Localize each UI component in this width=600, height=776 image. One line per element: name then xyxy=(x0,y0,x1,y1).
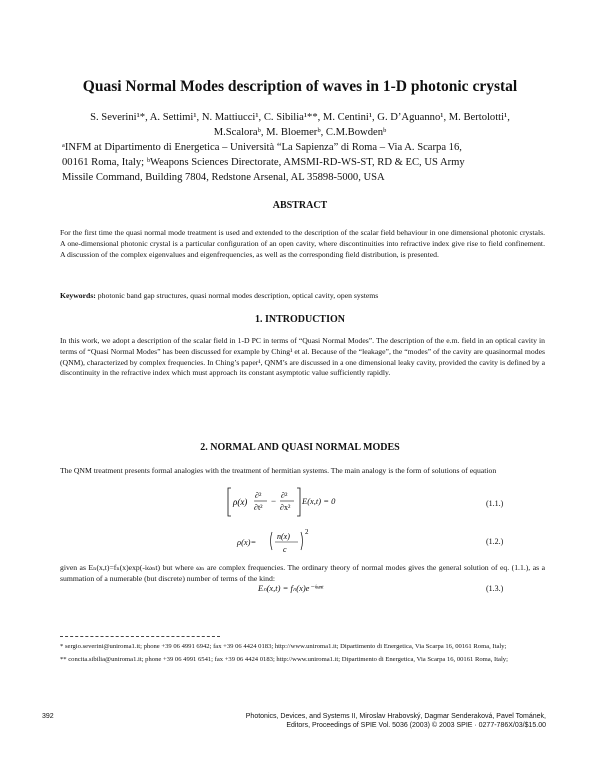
affiliation-line-3: Missile Command, Building 7804, Redstone Arsenal, AL 35898-5000, USA xyxy=(62,172,385,183)
keywords-label: Keywords: xyxy=(60,291,96,300)
svg-text:∂²: ∂² xyxy=(255,491,262,500)
authors-line-1: S. Severini¹*, A. Settimi¹, N. Mattiucci¹, C. Sibilia¹**, M. Centini¹, G. D’Aguanno¹, M. Bertolotti¹, xyxy=(90,112,510,123)
equation-1-1-rhs: E(x,t) = 0 xyxy=(302,496,336,506)
equation-1-3-number: (1.3.) xyxy=(486,584,504,593)
affiliation-line-2: 00161 Roma, Italy; ᵇWeapons Sciences Directorate, AMSMI-RD-WS-ST, RD & EC, US Army xyxy=(62,157,465,168)
section-2-continuation: given as Eₙ(x,t)=fₙ(x)exp(-iωₙt) but where ωₙ are complex frequencies. The ordinary theory of normal modes gives the general solution of eq. (1.1.), as a summation of a numerable (but discrete) number of terms of the kind: xyxy=(60,563,545,583)
footnote-rule xyxy=(60,636,220,637)
keywords xyxy=(60,291,545,302)
footnotes xyxy=(60,642,545,667)
svg-text:∂t²: ∂t² xyxy=(254,503,263,512)
author-list xyxy=(48,110,552,140)
equation-1-1 xyxy=(225,484,375,520)
equation-1-2-fraction xyxy=(268,524,318,560)
affiliations xyxy=(62,140,552,185)
authors-line-2: M.Scaloraᵇ, M. Bloemerᵇ, C.M.Bowdenᵇ xyxy=(213,127,387,138)
svg-text:−: − xyxy=(271,496,277,506)
svg-text:∂²: ∂² xyxy=(281,491,288,500)
equation-1-2-lhs: ρ(x)= xyxy=(237,537,257,547)
abstract-text: For the first time the quasi normal mode treatment is used and extended to the description of the scalar field behaviour in one dimensional photonic crystals. A one-dimensional photonic crystal is a particular configuration of an open cavity, where discontinuities into refractive index give rise to field confinement. A discussion of the complex eigenvalues and eigenfrequencies, as well as the corresponding field distribution, is presented. xyxy=(60,228,545,259)
proceedings-footer xyxy=(200,712,546,730)
section-2-text: The QNM treatment presents formal analogies with the treatment of hermitian systems. The main analogy is the form of solutions of equation xyxy=(60,466,497,475)
svg-text:2: 2 xyxy=(305,528,309,536)
svg-text:c: c xyxy=(283,545,287,554)
footnote-2: ** concita.sibilia@uniroma1.it; phone +39 06 4991 6541; fax +39 06 4424 0183; http://www.uniroma1.it; Dipartimento di Energetica, Via Scarpa 16, 00161 Roma, Italy; xyxy=(60,655,508,663)
equation-1-1-math xyxy=(225,484,375,520)
footnote-1: * sergio.severini@uniroma1.it; phone +39 06 4991 6942; fax +39 06 4424 0183; http://www.uniroma1.it; Dipartimento di Energetica, Via Scarpa 16, 00161 Roma, Italy; xyxy=(60,643,507,650)
section-2-heading: 2. NORMAL AND QUASI NORMAL MODES xyxy=(200,442,400,453)
paper-title: Quasi Normal Modes description of waves in 1-D photonic crystal xyxy=(82,78,518,95)
svg-text:∂x²: ∂x² xyxy=(280,503,291,512)
abstract-heading: ABSTRACT xyxy=(272,200,328,211)
equation-1-1-number: (1.1.) xyxy=(486,499,504,508)
section-1-text: In this work, we adopt a description of the scalar field in 1-D PC in terms of “Quasi Normal Modes”. The description of the e.m. field in an optical cavity in terms of “Quasi Normal Modes” has been discussed for example by Ching¹ et al. Because of the “leakage”, the “modes” of the cavity are quasinormal modes (QNM), characterized by complex frequencies. In Ching’s paper¹, QNM’s are discussed in a one dimensional leaky cavity, provided the cavity is defined by a discontinuity in the refractive index which must approach its constant asymptotic value sufficiently rapidly. xyxy=(60,336,545,378)
proceedings-footer-line-1: Photonics, Devices, and Systems II, Miroslav Hrabovský, Dagmar Senderaková, Pavel Tománek, xyxy=(245,713,546,720)
equation-1-2-math xyxy=(268,524,318,560)
affiliation-line-1: ᵃINFM at Dipartimento di Energetica – Università “La Sapienza” di Roma – Via A. Scarpa 16, xyxy=(62,142,462,153)
proceedings-footer-line-2: Editors, Proceedings of SPIE Vol. 5036 (2003) © 2003 SPIE · 0277-786X/03/$15.00 xyxy=(286,722,546,729)
page-number: 392 xyxy=(42,713,54,720)
svg-text:ρ(x): ρ(x) xyxy=(233,497,248,507)
equation-1-2-number: (1.2.) xyxy=(486,537,504,546)
svg-text:n(x): n(x) xyxy=(277,532,290,541)
section-1-heading: 1. INTRODUCTION xyxy=(254,314,345,325)
keywords-text: photonic band gap structures, quasi normal modes description, optical cavity, open systems xyxy=(97,291,379,300)
equation-1-3: Eₙ(x,t) = fₙ(x)e⁻ⁱᵚⁿᵗ xyxy=(258,583,324,593)
